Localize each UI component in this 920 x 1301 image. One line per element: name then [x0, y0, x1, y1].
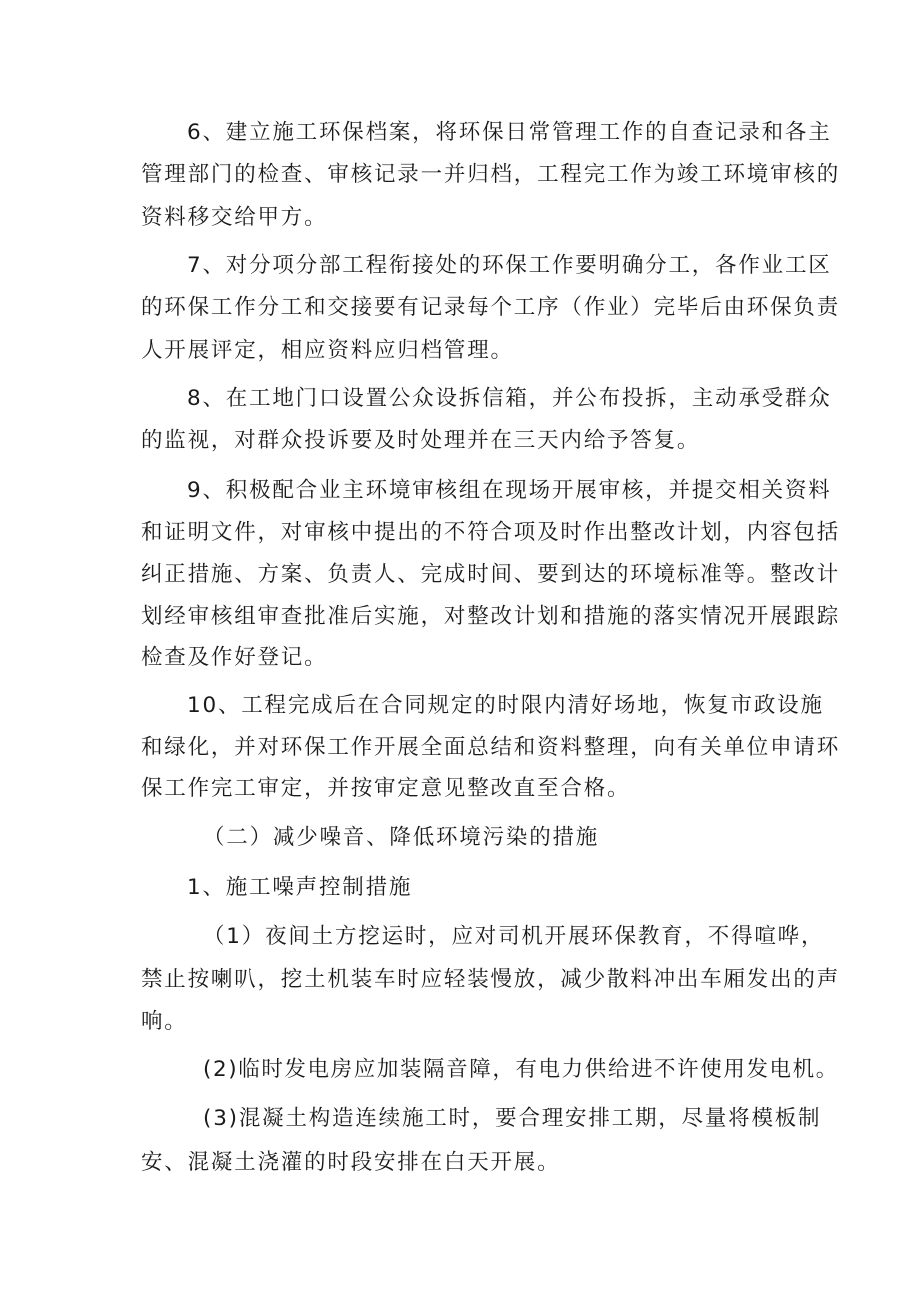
item-7-line-2: 的环保工作分工和交接要有记录每个工序（作业）完毕后由环保负责	[141, 295, 841, 320]
item-7-line-3: 人开展评定，相应资料应归档管理。	[141, 338, 514, 363]
subsection-heading: 1、施工噪声控制措施	[187, 875, 413, 900]
item-6-line-2: 管理部门的检查、审核记录一并归档，工程完工作为竣工环境审核的	[141, 162, 841, 187]
item-9-line-1: 9、积极配合业主环境审核组在现场开展审核，并提交相关资料	[187, 478, 832, 503]
item-6-line-1: 6、建立施工环保档案，将环保日常管理工作的自查记录和各主	[187, 120, 832, 145]
item-9-line-3: 纠正措施、方案、负责人、完成时间、要到达的环境标准等。整改计	[141, 562, 841, 587]
item-10-line-1: 10、工程完成后在合同规定的时限内清好场地，恢复市政设施	[187, 693, 824, 718]
sub-item-3-line-2: 安、混凝土浇灌的时段安排在白天开展。	[141, 1150, 561, 1175]
item-10-line-3: 保工作完工审定，并按审定意见整改直至合格。	[141, 776, 631, 801]
item-6-line-3: 资料移交给甲方。	[141, 205, 328, 230]
sub-item-1-line-1: （1）夜间土方挖运时，应对司机开展环保教育，不得喧哗，	[203, 924, 825, 949]
sub-item-2-line-1: (2)临时发电房应加装隔音障，有电力供给进不许使用发电机。	[203, 1057, 839, 1082]
sub-item-1-line-3: 响。	[141, 1009, 188, 1034]
item-9-line-5: 检查及作好登记。	[141, 645, 328, 670]
section-heading: （二）减少噪音、降低环境污染的措施	[203, 825, 600, 850]
item-8-line-1: 8、在工地门口设置公众设拆信箱，并公布投拆，主动承受群众	[187, 386, 832, 411]
item-7-line-1: 7、对分项分部工程衔接处的环保工作要明确分工，各作业工区	[187, 253, 832, 278]
item-9-line-2: 和证明文件，对审核中提出的不符合项及时作出整改计划，内容包括	[141, 520, 841, 545]
item-9-line-4: 划经审核组审查批准后实施，对整改计划和措施的落实情况开展跟踪	[141, 604, 841, 629]
item-10-line-2: 和绿化，并对环保工作开展全面总结和资料整理，向有关单位申请环	[141, 735, 841, 760]
sub-item-3-line-1: (3)混凝土构造连续施工时，要合理安排工期，尽量将模板制	[203, 1106, 822, 1131]
item-8-line-2: 的监视，对群众投诉要及时处理并在三天内给予答复。	[141, 428, 701, 453]
sub-item-1-line-2: 禁止按喇叭，挖土机装车时应轻装慢放，减少散料冲出车厢发出的声	[141, 967, 841, 992]
